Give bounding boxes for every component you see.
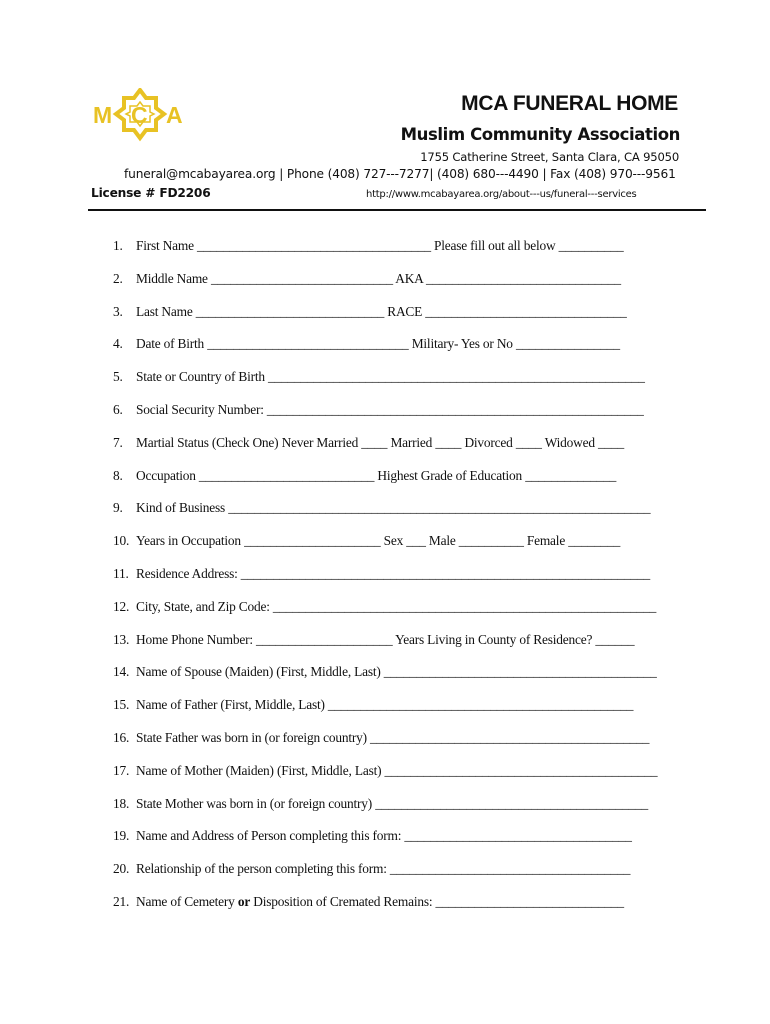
field-mother-name: 17. Name of Mother (Maiden) (First, Middle, Last) __________________________________________ xyxy=(113,762,658,778)
field-occupation: 8. Occupation ___________________________ Highest Grade of Education ______________ xyxy=(113,467,617,483)
field-father-birth-state: 16. State Father was born in (or foreign country) ___________________________________________ xyxy=(113,729,650,745)
page-title: MCA FUNERAL HOME xyxy=(461,92,678,115)
field-date-of-birth: 4. Date of Birth _______________________________ Military- Yes or No ________________ xyxy=(113,336,620,352)
field-last-name: 3. Last Name _____________________________ RACE _______________________________ xyxy=(113,303,627,319)
logo-letter-m: M xyxy=(93,102,113,128)
organization-name: Muslim Community Association xyxy=(400,125,680,144)
logo-letter-c: C xyxy=(131,102,148,128)
field-mother-birth-state: 18. State Mother was born in (or foreign country) __________________________________________ xyxy=(113,795,649,811)
contact-line: funeral@mcabayarea.org | Phone (408) 727---7277| (408) 680---4490 | Fax (408) 970---9561 xyxy=(124,167,676,181)
field-residence-address: 11. Residence Address: _______________________________________________________________ xyxy=(113,565,650,581)
field-father-name: 15. Name of Father (First, Middle, Last) _______________________________________________ xyxy=(113,697,634,713)
street-address: 1755 Catherine Street, Santa Clara, CA 95050 xyxy=(420,150,679,164)
field-home-phone: 13. Home Phone Number: _____________________ Years Living in County of Residence? ______ xyxy=(113,631,635,647)
field-first-name: 1. First Name ____________________________________ Please fill out all below __________ xyxy=(113,238,624,253)
field-ssn: 6. Social Security Number: __________________________________________________________ xyxy=(113,401,644,417)
website-url: http://www.mcabayarea.org/about---us/funeral---services xyxy=(366,189,637,200)
field-informant-name-address: 19. Name and Address of Person completing this form: ___________________________________ xyxy=(113,828,632,844)
license-number: License # FD2206 xyxy=(91,186,211,200)
field-middle-name: 2. Middle Name ____________________________ AKA ______________________________ xyxy=(113,270,621,286)
field-spouse-name: 14. Name of Spouse (Maiden) (First, Middle, Last) __________________________________________ xyxy=(113,664,657,680)
field-city-state-zip: 12. City, State, and Zip Code: ___________________________________________________________ xyxy=(113,598,657,614)
field-birth-place: 5. State or Country of Birth __________________________________________________________ xyxy=(113,369,645,385)
field-years-in-occupation: 10. Years in Occupation _____________________ Sex ___ Male __________ Female ________ xyxy=(113,533,621,549)
field-informant-relationship: 20. Relationship of the person completing this form: _____________________________________ xyxy=(113,861,631,877)
header-divider xyxy=(88,209,706,211)
field-kind-of-business: 9. Kind of Business _________________________________________________________________ xyxy=(113,500,651,516)
field-cemetery-disposition: 21. Name of Cemetery or Disposition of Cremated Remains: _____________________________ xyxy=(113,893,624,909)
mca-logo xyxy=(90,88,190,148)
logo-letter-a: A xyxy=(166,102,183,128)
form-fields-list xyxy=(113,236,683,925)
field-marital-status: 7. Martial Status (Check One) Never Married ____ Married ____ Divorced ____ Widowed ____ xyxy=(113,434,624,450)
